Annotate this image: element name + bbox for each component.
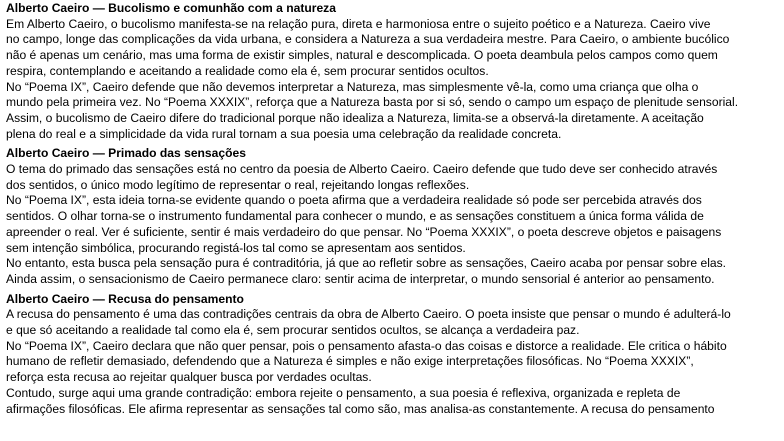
section-recusa-pensamento: [6, 292, 784, 418]
section-sensacoes: [6, 146, 784, 287]
paragraph-line: No “Poema IX”, esta ideia torna-se evidente quando o poeta afirma que a verdadeira realidade só pode ser percebida através dos: [6, 193, 702, 208]
paragraph-line: O tema do primado das sensações está no centro da poesia de Alberto Caeiro. Caeiro defende que tudo deve ser conhecido através: [6, 162, 718, 177]
paragraph-line: No “Poema IX”, Caeiro declara que não quer pensar, pois o pensamento afasta-o das coisas e distorce a realidade. Ele critica o hábito: [6, 338, 727, 353]
section-heading: Alberto Caeiro — Bucolismo e comunhão com a natureza: [6, 1, 336, 15]
paragraph-line: plena do real e a simplicidade da vida rural tornam a sua poesia uma celebração da realidade concreta.: [6, 126, 562, 141]
paragraph-line: não é apenas um cenário, mas uma forma de existir simples, natural e descomplicada. O poeta deambula pelos campos como quem: [6, 48, 718, 63]
paragraph-line: Em Alberto Caeiro, o bucolismo manifesta-se na relação pura, direta e harmoniosa entre o sujeito poético e a Natureza. Caeiro vive: [6, 16, 711, 31]
section-bucolismo: [6, 1, 784, 142]
paragraph-line: No entanto, esta busca pela sensação pura é contraditória, já que ao refletir sobre as sensações, Caeiro acaba por pensar sobre elas.: [6, 256, 727, 271]
paragraph-line: No “Poema IX”, Caeiro defende que não devemos interpretar a Natureza, mas simplesmente vê-la, como uma criança que olha o: [6, 79, 699, 94]
paragraph-line: Contudo, surge aqui uma grande contradição: embora rejeite o pensamento, a sua poesia é reflexiva, organizada e repleta de: [6, 385, 681, 400]
paragraph-line: sentidos. O olhar torna-se o instrumento fundamental para conhecer o mundo, e as sensações constituem a única forma válida de: [6, 209, 704, 224]
paragraph-line: no campo, longe das complicações da vida urbana, e considera a Natureza a sua verdadeira mestre. Para Caeiro, o ambiente bucólico: [6, 32, 730, 47]
section-heading: Alberto Caeiro — Primado das sensações: [6, 146, 246, 161]
paragraph-line: Ainda assim, o sensacionismo de Caeiro permanece claro: sentir acima de interpretar, o mundo sensorial é anterior ao pensamento.: [6, 271, 715, 286]
paragraph-line: afirmações filosóficas. Ele afirma representar as sensações tal como são, mas analisa-as constantemente. A recusa do pensamento: [6, 401, 715, 416]
paragraph-line: humano de refletir demasiado, defendendo que a Natureza é simples e não exige interpretações filosóficas. No “Poema XXXIX”,: [6, 354, 694, 369]
paragraph-line: mundo pela primeira vez. No “Poema XXXIX”, reforça que a Natureza basta por si só, sendo o campo um espaço de plenitude sensorial.: [6, 95, 739, 110]
paragraph-line: sem intenção simbólica, procurando registá-los tal como se apresentam aos sentidos.: [6, 240, 466, 255]
paragraph-line: A recusa do pensamento é uma das contradições centrais da obra de Alberto Caeiro. O poeta insiste que pensar o mundo é adulterá-lo: [6, 307, 731, 322]
paragraph-line: dos sentidos, o único modo legítimo de representar o real, rejeitando longas reflexões.: [6, 177, 470, 192]
paragraph-line: apreender o real. Ver é suficiente, sentir é mais verdadeiro do que pensar. No “Poema XXXIX”, o poeta descreve objetos e paisagens: [6, 224, 722, 239]
section-heading: Alberto Caeiro — Recusa do pensamento: [6, 291, 244, 306]
paragraph-line: Assim, o bucolismo de Caeiro difere do tradicional porque não idealiza a Natureza, limita-se a observá-la diretamente. A aceitação: [6, 110, 704, 125]
paragraph-line: reforça esta recusa ao rejeitar qualquer busca por verdades ocultas.: [6, 370, 372, 385]
paragraph-line: respira, contemplando e aceitando a realidade como ela é, sem procurar sentidos ocultos.: [6, 63, 489, 78]
paragraph-line: e que só aceitando a realidade tal como ela é, sem procurar sentidos ocultos, se alcança a verdadeira paz.: [6, 323, 580, 338]
